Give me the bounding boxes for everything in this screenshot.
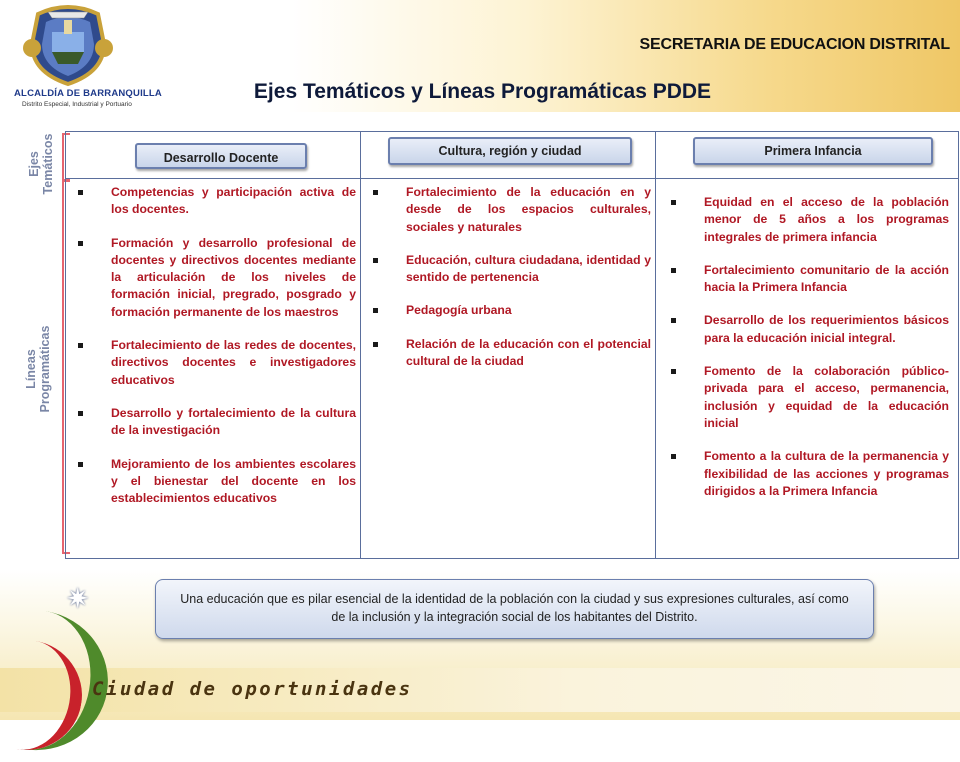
list-item bbox=[369, 336, 651, 371]
bullet-icon bbox=[373, 190, 378, 195]
page-title: Ejes Temáticos y Líneas Programáticas PDDE bbox=[253, 80, 712, 103]
list-item bbox=[667, 363, 949, 432]
list-item-text: Relación de la educación con el potencial cultural de la ciudad bbox=[406, 336, 651, 369]
bullet-icon bbox=[373, 342, 378, 347]
list-item-text: Fomento a la cultura de la permanencia y flexibilidad de las acciones y programas dirigidos a la Primera Infancia bbox=[704, 449, 949, 498]
bullet-icon bbox=[671, 268, 676, 273]
side-label-lineas: Líneas Programáticas bbox=[24, 325, 52, 413]
list-item-text: Desarrollo y fortalecimiento de la cultura de la investigación bbox=[111, 405, 356, 438]
list-item bbox=[667, 194, 949, 246]
callout-box: Una educación que es pilar esencial de la identidad de la población con la ciudad y sus expresiones culturales, así como de la inclusión y la integración social de los habitantes del Distrito. bbox=[155, 579, 874, 639]
bullet-icon bbox=[78, 462, 83, 467]
column-cultura-region-ciudad bbox=[369, 184, 651, 386]
column-divider bbox=[360, 132, 361, 558]
bullet-icon bbox=[671, 369, 676, 374]
list-item bbox=[74, 184, 356, 219]
bullet-icon bbox=[78, 241, 83, 246]
bullet-icon bbox=[78, 411, 83, 416]
star-icon: ✷ bbox=[66, 583, 90, 614]
list-item bbox=[369, 252, 651, 287]
bullet-icon bbox=[373, 308, 378, 313]
bullet-icon bbox=[78, 343, 83, 348]
column-divider bbox=[655, 132, 656, 558]
slogan: Ciudad de oportunidades bbox=[92, 678, 413, 700]
column-primera-infancia bbox=[667, 194, 949, 516]
themes-table bbox=[65, 131, 959, 559]
list-item bbox=[74, 405, 356, 440]
logo-subtitle: Distrito Especial, Industrial y Portuario bbox=[22, 101, 132, 108]
column-header-primera-infancia: Primera Infancia bbox=[693, 137, 933, 165]
bullet-icon bbox=[671, 318, 676, 323]
logo-name: ALCALDÍA DE BARRANQUILLA bbox=[14, 88, 162, 99]
column-header-cultura-region-ciudad: Cultura, región y ciudad bbox=[388, 137, 632, 165]
list-item-text: Formación y desarrollo profesional de docentes y directivos docentes mediante la articulación de los niveles de formación inicial, pregrado, posgrado y formación permanente de los maestros bbox=[111, 235, 356, 319]
organization-name: SECRETARIA DE EDUCACION DISTRITAL bbox=[639, 36, 950, 53]
bullet-icon bbox=[78, 190, 83, 195]
bullet-icon bbox=[671, 454, 676, 459]
list-item-text: Mejoramiento de los ambientes escolares y el bienestar del docente en los establecimientos educativos bbox=[111, 456, 356, 506]
bullet-icon bbox=[671, 200, 676, 205]
list-item-text: Equidad en el acceso de la población menor de 5 años a los programas integrales de primera infancia bbox=[704, 195, 949, 244]
list-item-text: Pedagogía urbana bbox=[406, 303, 512, 318]
list-item bbox=[369, 184, 651, 236]
list-item bbox=[74, 235, 356, 321]
bullet-icon bbox=[373, 258, 378, 263]
list-item-text: Fomento de la colaboración público-privada para el acceso, permanencia, inclusión y equidad de la educación inicial bbox=[704, 364, 949, 430]
list-item-text: Educación, cultura ciudadana, identidad y sentido de pertenencia bbox=[406, 252, 651, 285]
list-item-text: Desarrollo de los requerimientos básicos para la educación inicial integral. bbox=[704, 313, 949, 345]
list-item-text: Fortalecimiento comunitario de la acción hacia la Primera Infancia bbox=[704, 262, 949, 295]
side-label-ejes: Ejes Temáticos bbox=[27, 133, 55, 195]
list-item bbox=[369, 302, 651, 319]
list-item bbox=[74, 456, 356, 508]
column-header-desarrollo-docente: Desarrollo Docente bbox=[135, 143, 307, 169]
list-item-text: Fortalecimiento de la educación en y desde de los espacios culturales, sociales y naturales bbox=[406, 185, 651, 234]
column-desarrollo-docente bbox=[74, 184, 356, 523]
list-item-text: Fortalecimiento de las redes de docentes, directivos docentes e investigadores educativos bbox=[111, 338, 356, 387]
list-item-text: Competencias y participación activa de los docentes. bbox=[111, 185, 356, 217]
list-item bbox=[667, 312, 949, 347]
list-item bbox=[667, 448, 949, 500]
list-item bbox=[74, 337, 356, 389]
list-item bbox=[667, 262, 949, 297]
